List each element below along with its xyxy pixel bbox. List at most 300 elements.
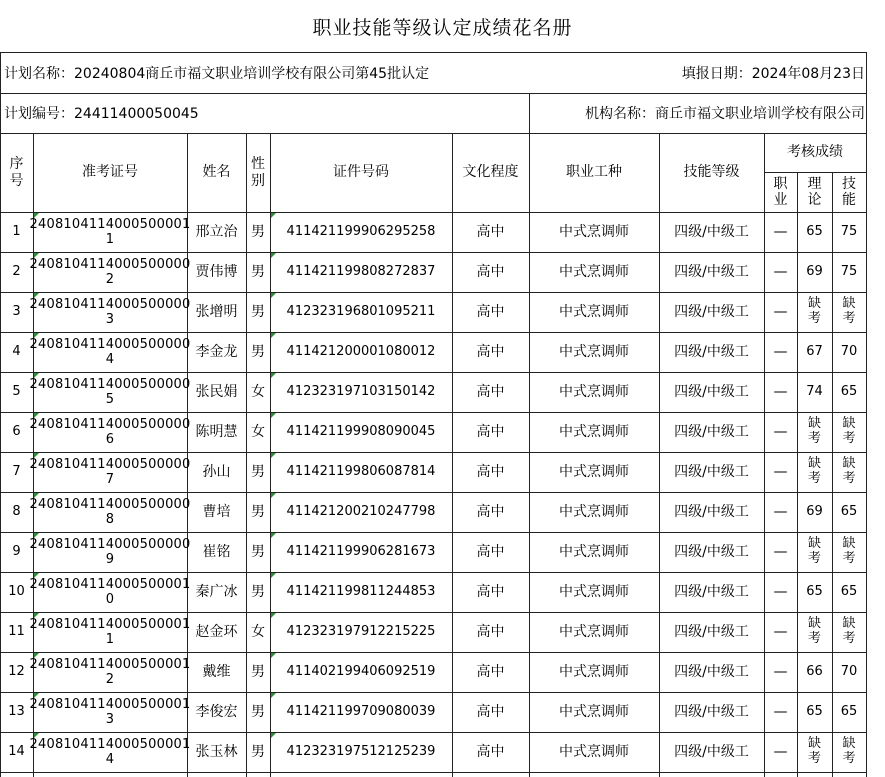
- row-score-occupation: [764, 332, 797, 372]
- row-sex-text: 女: [251, 383, 265, 400]
- row-score-theory-text: 缺: [807, 616, 821, 632]
- row-score-occupation-text: —: [773, 423, 788, 440]
- cell-marker-icon: [34, 653, 39, 658]
- header-sex-text: 别: [251, 172, 265, 189]
- row-exam-no: [29, 732, 191, 772]
- row-exam-no: [29, 332, 191, 372]
- header-score-occupation-text: 职: [773, 175, 788, 192]
- row-level-text: 四级/中级工: [674, 703, 749, 720]
- grid-line: [866, 52, 867, 777]
- row-education-text: 高中: [476, 343, 505, 360]
- row-id-no-text: 412323196801095211: [286, 303, 436, 319]
- cell-marker-icon: [34, 373, 39, 378]
- row-exam-no: [29, 412, 191, 452]
- row-name-text: 张增明: [195, 303, 238, 320]
- row-exam-no-text: 4: [105, 752, 115, 767]
- cell-marker-icon: [34, 413, 39, 418]
- cell-marker-icon: [271, 573, 276, 578]
- row-sex: [246, 652, 270, 692]
- row-name: [187, 372, 246, 412]
- row-score-skill-text: 考: [842, 551, 856, 566]
- row-level-text: 四级/中级工: [674, 503, 749, 520]
- row-level: [659, 612, 764, 652]
- row-sex: [246, 612, 270, 652]
- row-exam-no: [29, 572, 191, 612]
- row-score-occupation: [764, 652, 797, 692]
- row-exam-no-text: 9: [105, 552, 115, 567]
- row-score-theory: [797, 612, 832, 652]
- row-education-text: 高中: [476, 303, 505, 320]
- row-job: [529, 532, 659, 572]
- row-education: [452, 332, 529, 372]
- row-score-theory-text: 考: [807, 431, 821, 446]
- row-score-skill-text: 65: [840, 503, 858, 519]
- row-score-theory: [797, 572, 832, 612]
- row-job: [529, 612, 659, 652]
- row-job-text: 中式烹调师: [559, 383, 629, 400]
- row-score-skill: [832, 252, 866, 292]
- row-id-no: [270, 212, 452, 252]
- row-job-text: 中式烹调师: [559, 543, 629, 560]
- row-exam-no-text: 2: [105, 672, 115, 687]
- row-score-skill-text: 65: [840, 583, 858, 599]
- row-sex-text: 男: [251, 703, 265, 720]
- row-education-text: 高中: [476, 503, 505, 520]
- row-id-no: [270, 372, 452, 412]
- row-job: [529, 492, 659, 532]
- row-level: [659, 372, 764, 412]
- row-id-no: [270, 652, 452, 692]
- row-score-skill-text: 75: [840, 263, 858, 279]
- row-level-text: 四级/中级工: [674, 423, 749, 440]
- row-level: [659, 412, 764, 452]
- row-job-text: 中式烹调师: [559, 343, 629, 360]
- row-score-skill-text: 75: [840, 223, 858, 239]
- row-sex: [246, 692, 270, 732]
- cell-marker-icon: [34, 333, 39, 338]
- row-score-occupation: [764, 372, 797, 412]
- row-seq-text: 11: [8, 623, 25, 639]
- row-id-no: [270, 412, 452, 452]
- row-id-no-text: 411421199906295258: [286, 223, 436, 239]
- row-score-theory-text: 69: [806, 503, 823, 519]
- row-score-occupation-text: —: [773, 623, 788, 640]
- row-score-occupation: [764, 532, 797, 572]
- row-exam-no-text: 1: [105, 232, 115, 247]
- row-score-occupation: [764, 252, 797, 292]
- row-name-text: 崔铭: [202, 543, 231, 560]
- header-seq-text: 号: [9, 172, 24, 189]
- row-name: [187, 292, 246, 332]
- row-score-skill: [832, 452, 866, 492]
- row-name: [187, 252, 246, 292]
- row-education-text: 高中: [476, 663, 505, 680]
- row-name: [187, 412, 246, 452]
- row-exam-no-text: 4: [105, 352, 115, 367]
- row-exam-no-text: 7: [105, 472, 115, 487]
- row-level-text: 四级/中级工: [674, 623, 749, 640]
- row-sex-text: 男: [251, 503, 265, 520]
- row-score-skill: [832, 212, 866, 252]
- row-level: [659, 532, 764, 572]
- row-level-text: 四级/中级工: [674, 463, 749, 480]
- cell-marker-icon: [271, 493, 276, 498]
- row-id-no-text: 411421199808272837: [286, 263, 436, 279]
- row-id-no-text: 411421199908090045: [286, 423, 436, 439]
- header-level-text: 技能等级: [683, 164, 740, 181]
- row-job-text: 中式烹调师: [559, 223, 629, 240]
- row-name-text: 陈明慧: [195, 423, 238, 440]
- row-sex-text: 男: [251, 343, 265, 360]
- header-job-text: 职业工种: [566, 164, 622, 181]
- row-score-skill: [832, 532, 866, 572]
- row-education-text: 高中: [476, 463, 505, 480]
- row-score-theory-text: 考: [807, 751, 821, 766]
- row-seq-text: 6: [12, 423, 21, 439]
- grid-line: [0, 772, 867, 773]
- row-score-occupation-text: —: [773, 743, 788, 760]
- row-score-occupation: [764, 732, 797, 772]
- row-sex: [246, 212, 270, 252]
- row-id-no-text: 412323197103150142: [286, 383, 436, 399]
- cell-marker-icon: [271, 413, 276, 418]
- row-score-theory: [797, 212, 832, 252]
- row-score-theory-text: 65: [806, 583, 823, 599]
- row-score-skill: [832, 692, 866, 732]
- row-score-skill: [832, 572, 866, 612]
- row-job: [529, 452, 659, 492]
- row-education: [452, 292, 529, 332]
- row-score-theory-text: 缺: [807, 736, 821, 752]
- row-education: [452, 612, 529, 652]
- row-sex: [246, 372, 270, 412]
- row-score-occupation-text: —: [773, 543, 788, 560]
- row-seq: [0, 452, 33, 492]
- plan-name: 计划名称：20240804商丘市福文职业培训学校有限公司第45批认定: [4, 66, 430, 82]
- row-name: [187, 652, 246, 692]
- row-seq-text: 7: [12, 463, 21, 479]
- row-level-text: 四级/中级工: [674, 343, 749, 360]
- row-sex: [246, 732, 270, 772]
- row-sex-text: 男: [251, 303, 265, 320]
- row-name-text: 戴维: [202, 663, 231, 680]
- header-score-theory-text: 论: [807, 192, 822, 208]
- row-id-no: [270, 452, 452, 492]
- row-score-skill-text: 考: [842, 751, 856, 766]
- cell-marker-icon: [271, 373, 276, 378]
- header-id-no: [270, 133, 452, 212]
- row-education: [452, 412, 529, 452]
- row-score-skill-text: 70: [840, 663, 858, 679]
- row-score-skill: [832, 292, 866, 332]
- row-name: [187, 332, 246, 372]
- row-seq: [0, 732, 33, 772]
- row-level: [659, 652, 764, 692]
- row-score-occupation: [764, 692, 797, 732]
- cell-marker-icon: [271, 213, 276, 218]
- row-job-text: 中式烹调师: [559, 703, 629, 720]
- row-score-theory-text: 74: [806, 383, 823, 399]
- row-education-text: 高中: [476, 263, 505, 280]
- cell-marker-icon: [34, 293, 39, 298]
- row-seq-text: 12: [8, 663, 25, 679]
- row-job: [529, 692, 659, 732]
- row-name-text: 张民娟: [195, 383, 238, 400]
- row-score-occupation: [764, 612, 797, 652]
- grid-line: [529, 93, 530, 133]
- row-exam-no: [29, 612, 191, 652]
- row-level-text: 四级/中级工: [674, 543, 749, 560]
- row-score-theory: [797, 452, 832, 492]
- row-id-no-text: 412323197912215225: [286, 623, 436, 639]
- row-score-skill: [832, 732, 866, 772]
- row-job-text: 中式烹调师: [559, 263, 629, 280]
- row-name: [187, 572, 246, 612]
- row-seq: [0, 532, 33, 572]
- row-score-occupation-text: —: [773, 223, 788, 240]
- row-sex-text: 男: [251, 743, 265, 760]
- row-sex: [246, 532, 270, 572]
- row-sex-text: 男: [251, 663, 265, 680]
- row-job-text: 中式烹调师: [559, 583, 629, 600]
- row-job: [529, 252, 659, 292]
- row-id-no-text: 411421200001080012: [286, 343, 436, 359]
- row-id-no: [270, 492, 452, 532]
- row-score-occupation: [764, 212, 797, 252]
- row-name-text: 贾伟博: [195, 263, 238, 280]
- row-id-no: [270, 532, 452, 572]
- row-sex-text: 女: [251, 623, 265, 640]
- row-level-text: 四级/中级工: [674, 263, 749, 280]
- row-score-skill-text: 70: [840, 343, 858, 359]
- row-seq-text: 4: [12, 343, 21, 359]
- row-score-theory: [797, 252, 832, 292]
- row-id-no-text: 411421199806087814: [286, 463, 436, 479]
- row-sex-text: 男: [251, 463, 265, 480]
- row-job-text: 中式烹调师: [559, 743, 629, 760]
- cell-marker-icon: [34, 213, 39, 218]
- row-exam-no-text: 8: [105, 512, 115, 527]
- row-name-text: 秦广冰: [195, 583, 238, 600]
- row-education: [452, 732, 529, 772]
- row-job-text: 中式烹调师: [559, 623, 629, 640]
- header-exam-no: [33, 133, 187, 212]
- cell-marker-icon: [271, 293, 276, 298]
- row-education-text: 高中: [476, 583, 505, 600]
- row-job-text: 中式烹调师: [559, 503, 629, 520]
- row-score-skill-text: 缺: [842, 736, 856, 752]
- row-score-theory: [797, 372, 832, 412]
- row-job: [529, 372, 659, 412]
- row-exam-no: [29, 452, 191, 492]
- row-sex-text: 男: [251, 263, 265, 280]
- row-job: [529, 332, 659, 372]
- header-score-skill: [832, 172, 866, 212]
- row-education-text: 高中: [476, 543, 505, 560]
- row-exam-no: [29, 292, 191, 332]
- row-score-skill-text: 考: [842, 631, 856, 646]
- row-seq-text: 3: [12, 303, 21, 319]
- row-id-no-text: 411402199406092519: [286, 663, 436, 679]
- row-sex-text: 男: [251, 223, 265, 240]
- row-score-skill-text: 考: [842, 431, 856, 446]
- row-exam-no: [29, 252, 191, 292]
- row-score-skill: [832, 332, 866, 372]
- row-score-occupation: [764, 452, 797, 492]
- row-exam-no-text: 1: [105, 632, 115, 647]
- header-score-skill-text: 能: [842, 192, 856, 208]
- row-score-skill-text: 考: [842, 471, 856, 486]
- row-level-text: 四级/中级工: [674, 223, 749, 240]
- row-score-theory: [797, 412, 832, 452]
- header-education: [452, 133, 529, 212]
- header-sex-text: 性: [251, 156, 265, 173]
- cell-marker-icon: [34, 253, 39, 258]
- row-seq: [0, 412, 33, 452]
- row-job: [529, 652, 659, 692]
- row-education-text: 高中: [476, 383, 505, 400]
- cell-marker-icon: [34, 733, 39, 738]
- row-id-no-text: 411421199906281673: [286, 543, 436, 559]
- row-education-text: 高中: [476, 223, 505, 240]
- row-id-no: [270, 732, 452, 772]
- row-name: [187, 452, 246, 492]
- header-seq-text: 序: [9, 156, 24, 173]
- row-education: [452, 532, 529, 572]
- row-education: [452, 652, 529, 692]
- cell-marker-icon: [271, 613, 276, 618]
- cell-marker-icon: [34, 613, 39, 618]
- row-score-skill: [832, 652, 866, 692]
- row-exam-no-text: 2408104114000500001: [29, 737, 191, 752]
- cell-marker-icon: [271, 533, 276, 538]
- row-id-no-text: 412323197512125239: [286, 743, 436, 759]
- row-sex: [246, 452, 270, 492]
- row-name-text: 曹培: [202, 503, 231, 520]
- row-level-text: 四级/中级工: [674, 583, 749, 600]
- row-score-theory: [797, 292, 832, 332]
- header-id-no-text: 证件号码: [333, 164, 389, 181]
- header-education-text: 文化程度: [462, 164, 519, 181]
- row-seq: [0, 652, 33, 692]
- row-name-text: 张玉林: [195, 743, 238, 760]
- row-score-skill-text: 考: [842, 311, 856, 326]
- row-exam-no: [29, 652, 191, 692]
- row-score-theory-text: 缺: [807, 536, 821, 552]
- row-education: [452, 452, 529, 492]
- row-exam-no-text: 2408104114000500000: [29, 457, 191, 472]
- cell-marker-icon: [34, 693, 39, 698]
- header-sex: [246, 133, 270, 212]
- row-score-theory-text: 缺: [807, 296, 821, 312]
- row-education-text: 高中: [476, 703, 505, 720]
- row-score-skill-text: 65: [840, 703, 858, 719]
- row-seq-text: 5: [12, 383, 21, 399]
- row-score-occupation: [764, 572, 797, 612]
- cell-marker-icon: [34, 493, 39, 498]
- row-exam-no-text: 2408104114000500000: [29, 337, 191, 352]
- row-job-text: 中式烹调师: [559, 463, 629, 480]
- header-score-theory: [797, 172, 832, 212]
- row-sex: [246, 492, 270, 532]
- row-job: [529, 412, 659, 452]
- header-scores: [764, 133, 866, 172]
- row-education: [452, 572, 529, 612]
- row-job: [529, 292, 659, 332]
- row-score-occupation-text: —: [773, 343, 788, 360]
- row-sex-text: 男: [251, 543, 265, 560]
- row-level-text: 四级/中级工: [674, 743, 749, 760]
- row-score-theory-text: 缺: [807, 456, 821, 472]
- row-exam-no-text: 2: [105, 272, 115, 287]
- grid-line: [764, 172, 866, 173]
- row-level: [659, 492, 764, 532]
- grid-line: [0, 93, 867, 94]
- row-score-theory-text: 67: [806, 343, 823, 359]
- row-exam-no-text: 3: [105, 312, 115, 327]
- grid-line: [0, 52, 867, 53]
- row-id-no: [270, 572, 452, 612]
- cell-marker-icon: [34, 533, 39, 538]
- row-exam-no-text: 2408104114000500000: [29, 497, 191, 512]
- row-id-no: [270, 692, 452, 732]
- row-seq-text: 1: [12, 223, 21, 239]
- row-level: [659, 332, 764, 372]
- header-score-occupation: [764, 172, 797, 212]
- cell-marker-icon: [271, 693, 276, 698]
- fill-date: 填报日期：2024年08月23日: [681, 66, 865, 82]
- row-job: [529, 732, 659, 772]
- row-exam-no: [29, 692, 191, 732]
- row-name-text: 李金龙: [195, 343, 238, 360]
- row-exam-no-text: 2408104114000500001: [29, 217, 191, 232]
- header-seq: [0, 133, 33, 212]
- cell-marker-icon: [271, 453, 276, 458]
- cell-marker-icon: [271, 653, 276, 658]
- row-name-text: 邢立治: [195, 223, 238, 240]
- row-exam-no-text: 5: [105, 392, 115, 407]
- row-level: [659, 252, 764, 292]
- row-score-occupation-text: —: [773, 303, 788, 320]
- row-seq: [0, 332, 33, 372]
- row-sex: [246, 332, 270, 372]
- header-score-theory-text: 理: [807, 175, 822, 192]
- row-education: [452, 692, 529, 732]
- row-score-skill: [832, 612, 866, 652]
- row-seq-text: 14: [8, 743, 25, 759]
- row-level: [659, 572, 764, 612]
- row-job-text: 中式烹调师: [559, 303, 629, 320]
- row-exam-no-text: 2408104114000500001: [29, 617, 191, 632]
- row-seq: [0, 252, 33, 292]
- row-name: [187, 492, 246, 532]
- row-seq-text: 13: [8, 703, 25, 719]
- row-education-text: 高中: [476, 423, 505, 440]
- row-exam-no: [29, 532, 191, 572]
- cell-marker-icon: [271, 333, 276, 338]
- row-education: [452, 212, 529, 252]
- row-score-theory-text: 考: [807, 631, 821, 646]
- row-score-occupation-text: —: [773, 503, 788, 520]
- org-name: 机构名称：商丘市福文职业培训学校有限公司: [585, 106, 865, 122]
- row-seq: [0, 492, 33, 532]
- row-exam-no-text: 2408104114000500001: [29, 577, 191, 592]
- row-name-text: 李俊宏: [195, 703, 238, 720]
- row-level-text: 四级/中级工: [674, 383, 749, 400]
- row-seq: [0, 212, 33, 252]
- row-education-text: 高中: [476, 743, 505, 760]
- row-name-text: 赵金环: [195, 623, 238, 640]
